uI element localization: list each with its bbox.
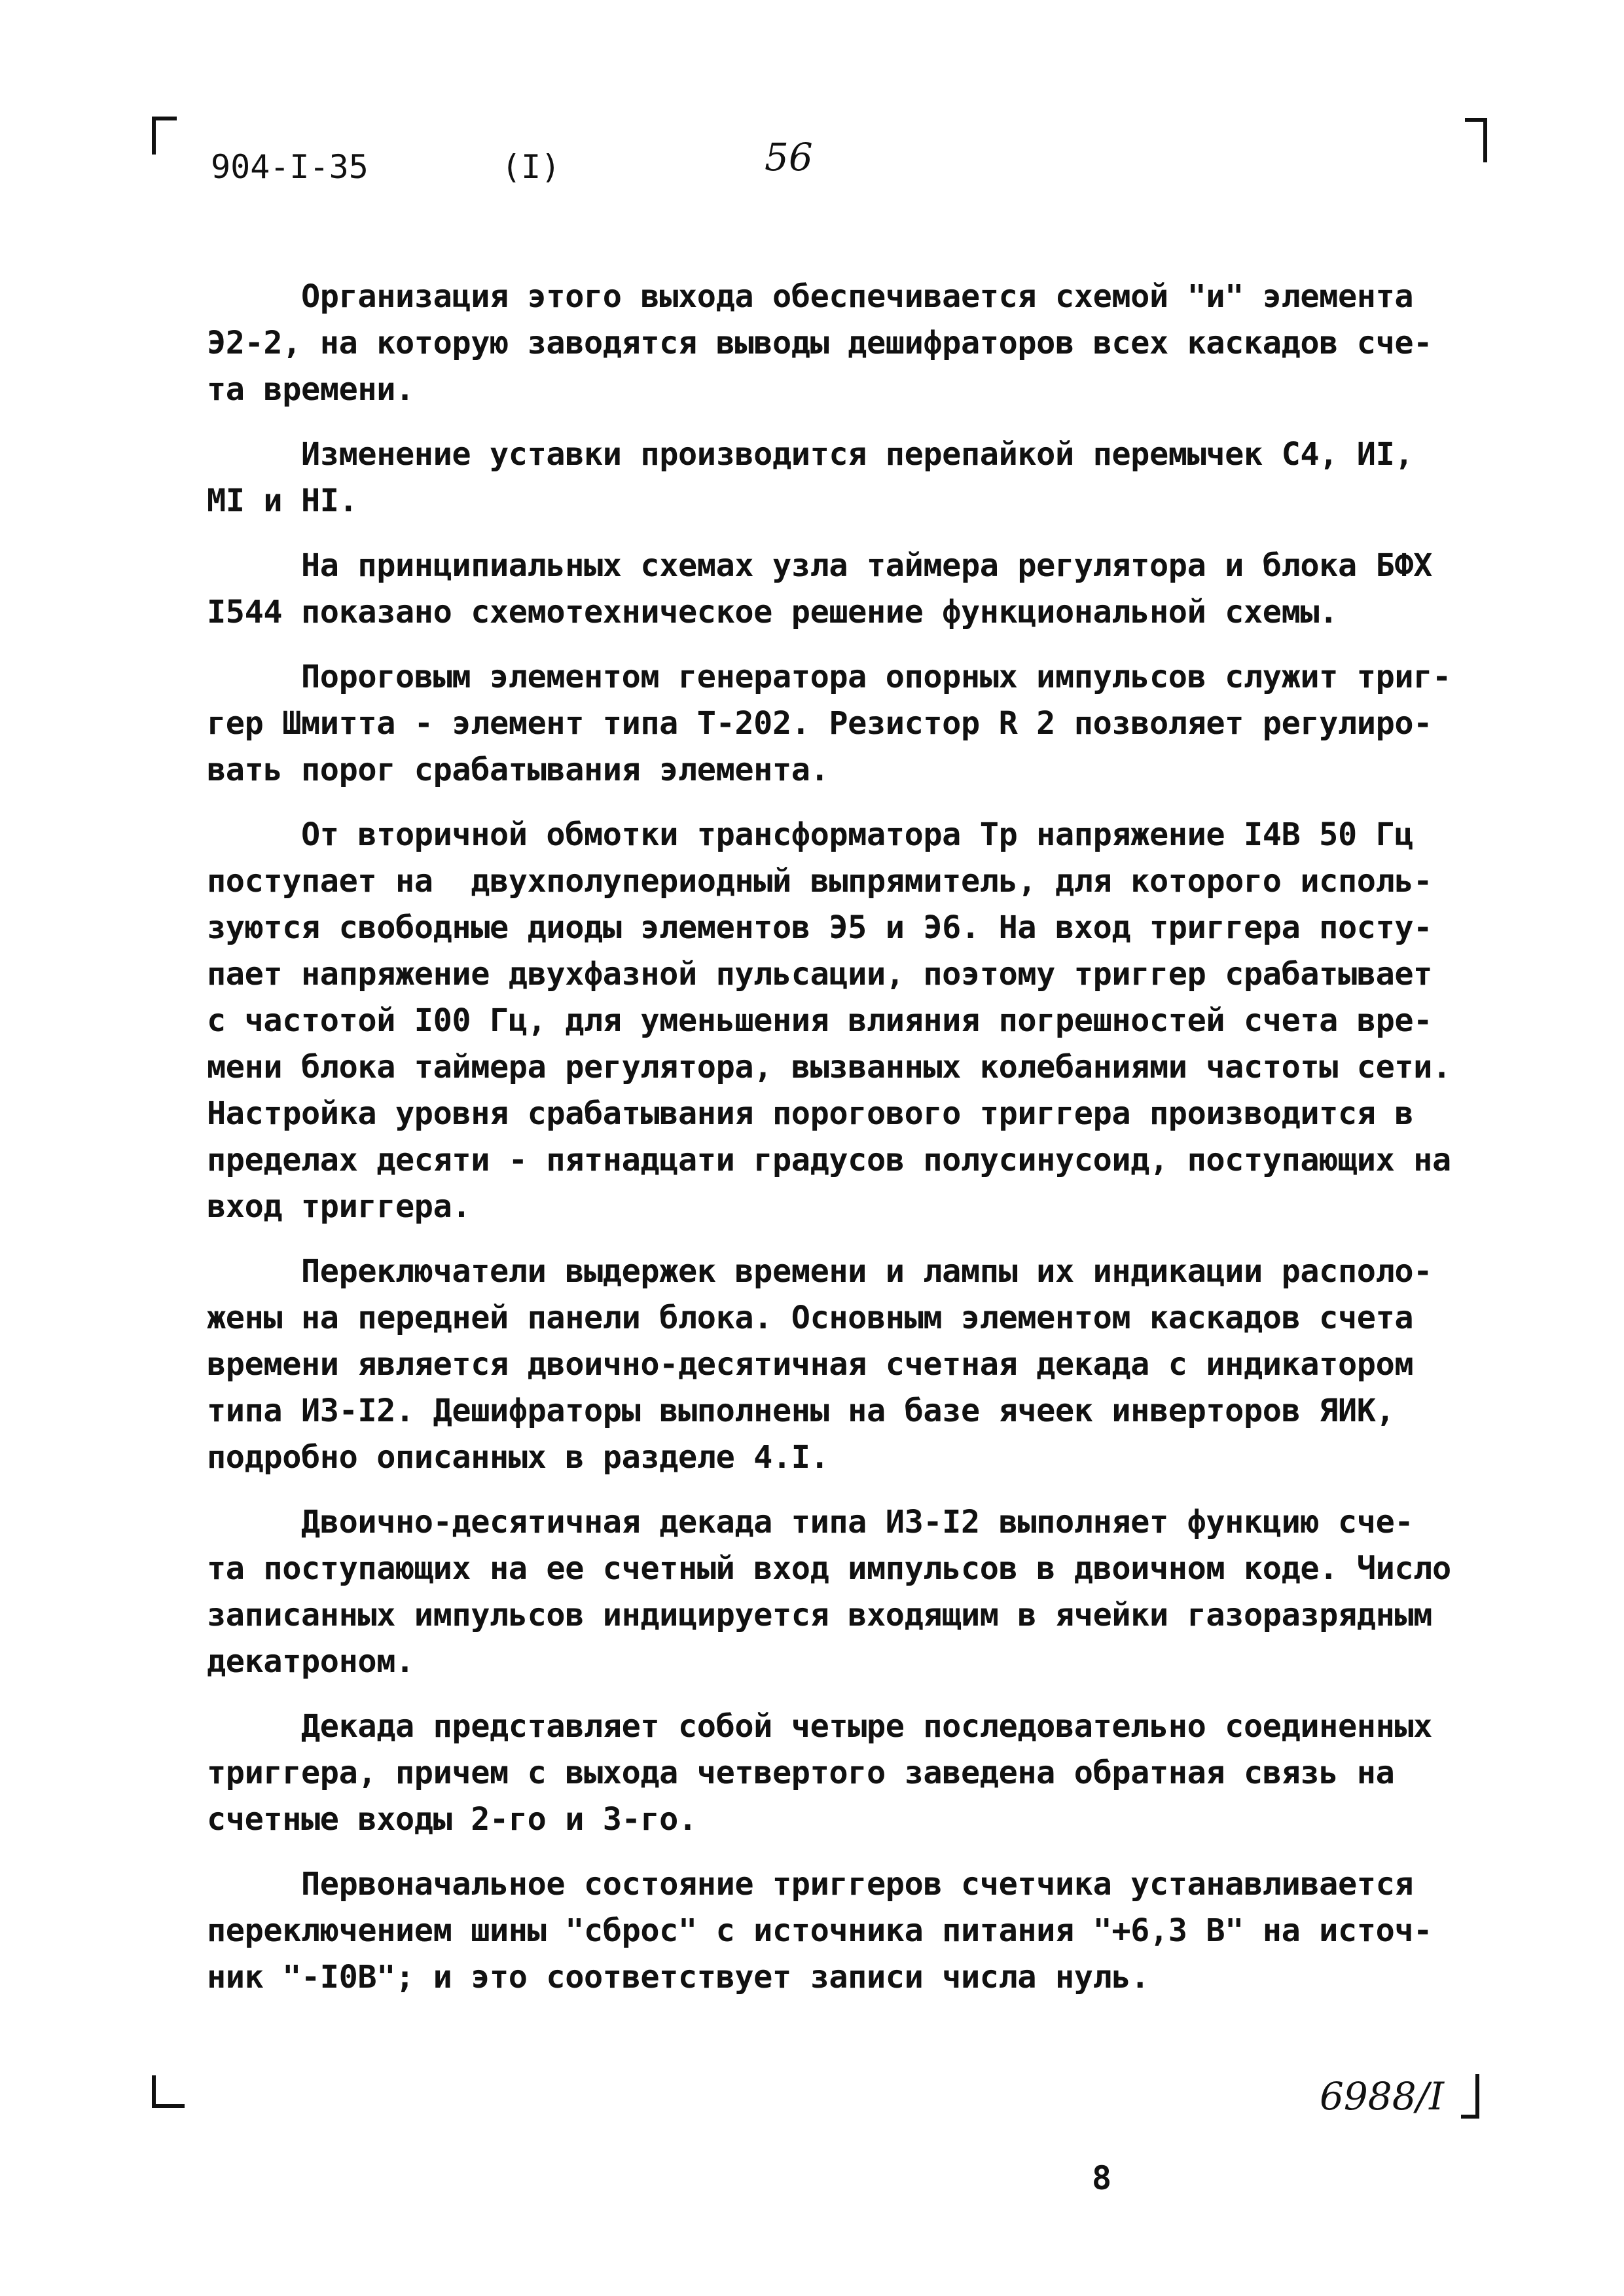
text-line: Настройка уровня срабатывания порогового триггера производится в [207,1095,1414,1132]
text-line: с частотой I00 Гц, для уменьшения влияния погрешностей счета вре- [207,1002,1432,1039]
inventory-stamp: 6988/I [1320,2074,1445,2119]
text-line: та времени. [207,371,414,408]
text-line: пределах десяти - пятнадцати градусов полусинусоид, поступающих на [207,1142,1451,1178]
body-text [207,274,1490,2019]
paragraph [207,274,1490,413]
text-line: поступает на двухполупериодный выпрямитель, для которого исполь- [207,863,1432,900]
text-line: Переключатели выдержек времени и лампы их индикации располо- [301,1253,1432,1290]
top-left-corner-mark [152,117,177,155]
bottom-right-corner-mark [1461,2074,1479,2119]
paragraph [207,431,1490,524]
page-number: 8 [1092,2159,1112,2197]
text-line: I544 показано схемотехническое решение функциональной схемы. [207,594,1338,630]
top-right-corner-mark [1465,118,1487,162]
text-line: времени является двоично-десятичная счетная декада с индикатором [207,1346,1414,1383]
paragraph [207,543,1490,636]
text-line: мени блока таймера регулятора, вызванных колебаниями частоты сети. [207,1049,1451,1085]
text-line: декатроном. [207,1643,414,1680]
text-line: зуются свободные диоды элементов Э5 и Э6. На вход триггера посту- [207,909,1432,946]
text-line: Пороговым элементом генератора опорных импульсов служит триг- [301,659,1451,695]
handwritten-sheet-number: 56 [765,135,813,179]
text-line: Двоично-десятичная декада типа ИЗ-I2 выполняет функцию сче- [301,1504,1414,1540]
text-line: триггера, причем с выхода четвертого заведена обратная связь на [207,1755,1395,1791]
text-line: пает напряжение двухфазной пульсации, поэтому триггер срабатывает [207,956,1432,993]
paragraph [207,1861,1490,2001]
paragraph [207,812,1490,1230]
text-line: подробно описанных в разделе 4.I. [207,1439,829,1476]
text-line: вать порог срабатывания элемента. [207,752,829,788]
text-line: переключением шины "сброс" с источника питания "+6,3 В" на источ- [207,1912,1432,1949]
document-part: (I) [501,148,561,186]
text-line: счетные входы 2-го и 3-го. [207,1801,697,1838]
text-line: Декада представляет собой четыре последовательно соединенных [301,1708,1432,1745]
paragraph [207,1704,1490,1843]
text-line: Э2-2, на которую заводятся выводы дешифраторов всех каскадов сче- [207,325,1432,361]
text-line: ник "-I0В"; и это соответствует записи числа нуль. [207,1959,1149,1995]
paragraph [207,1248,1490,1481]
text-line: та поступающих на ее счетный вход импульсов в двоичном коде. Число [207,1550,1451,1587]
text-line: МI и НI. [207,483,358,519]
paragraph [207,654,1490,793]
text-line: Организация этого выхода обеспечивается схемой "и" элемента [301,278,1414,315]
document-code: 904-I-35 [211,148,369,186]
text-line: типа ИЗ-I2. Дешифраторы выполнены на базе ячеек инверторов ЯИК, [207,1393,1395,1429]
text-line: На принципиальных схемах узла таймера регулятора и блока БФХ [301,547,1432,584]
text-line: Первоначальное состояние триггеров счетчика устанавливается [301,1866,1414,1903]
text-line: вход триггера. [207,1188,471,1225]
text-line: Изменение уставки производится перепайкой перемычек С4, ИI, [301,436,1414,473]
text-line: гер Шмитта - элемент типа Т-202. Резистор R 2 позволяет регулиро- [207,705,1432,742]
text-line: записанных импульсов индицируется входящим в ячейки газоразрядным [207,1597,1432,1633]
text-line: От вторичной обмотки трансформатора Тр напряжение I4B 50 Гц [301,816,1414,853]
text-line: жены на передней панели блока. Основным элементом каскадов счета [207,1300,1414,1336]
bottom-left-corner-mark [152,2075,185,2108]
paragraph [207,1499,1490,1685]
